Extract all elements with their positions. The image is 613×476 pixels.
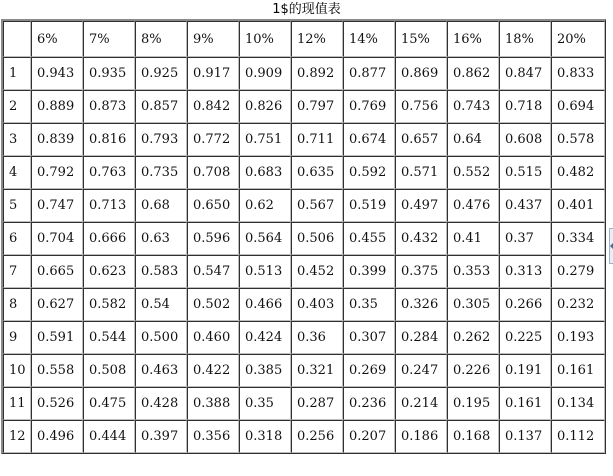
- value-cell: 0.269: [343, 354, 395, 387]
- header-row: [3, 21, 605, 57]
- value-cell: 0.713: [83, 189, 135, 222]
- value-cell: 0.375: [395, 255, 447, 288]
- value-cell: 0.36: [291, 321, 343, 354]
- value-cell: 0.674: [343, 123, 395, 156]
- value-cell: 0.112: [551, 420, 605, 453]
- period-cell: 6: [3, 222, 31, 255]
- value-cell: 0.515: [499, 156, 551, 189]
- value-cell: 0.35: [239, 387, 291, 420]
- value-cell: 0.583: [135, 255, 187, 288]
- value-cell: 0.578: [551, 123, 605, 156]
- value-cell: 0.266: [499, 288, 551, 321]
- value-cell: 0.623: [83, 255, 135, 288]
- rate-header-cell: 14%: [343, 21, 395, 57]
- rate-header-cell: 9%: [187, 21, 239, 57]
- value-cell: 0.37: [499, 222, 551, 255]
- value-cell: 0.305: [447, 288, 499, 321]
- value-cell: 0.444: [83, 420, 135, 453]
- value-cell: 0.466: [239, 288, 291, 321]
- value-cell: 0.353: [447, 255, 499, 288]
- value-cell: 0.909: [239, 57, 291, 90]
- value-cell: 0.943: [31, 57, 83, 90]
- value-cell: 0.35: [343, 288, 395, 321]
- value-cell: 0.168: [447, 420, 499, 453]
- value-cell: 0.460: [187, 321, 239, 354]
- value-cell: 0.793: [135, 123, 187, 156]
- table-row: [3, 321, 605, 354]
- value-cell: 0.596: [187, 222, 239, 255]
- value-cell: 0.186: [395, 420, 447, 453]
- table-row: [3, 255, 605, 288]
- value-cell: 0.68: [135, 189, 187, 222]
- value-cell: 0.552: [447, 156, 499, 189]
- value-cell: 0.769: [343, 90, 395, 123]
- value-cell: 0.137: [499, 420, 551, 453]
- value-cell: 0.657: [395, 123, 447, 156]
- value-cell: 0.704: [31, 222, 83, 255]
- rate-header-cell: 7%: [83, 21, 135, 57]
- value-cell: 0.475: [83, 387, 135, 420]
- value-cell: 0.432: [395, 222, 447, 255]
- value-cell: 0.191: [499, 354, 551, 387]
- value-cell: 0.751: [239, 123, 291, 156]
- value-cell: 0.225: [499, 321, 551, 354]
- value-cell: 0.735: [135, 156, 187, 189]
- value-cell: 0.935: [83, 57, 135, 90]
- value-cell: 0.463: [135, 354, 187, 387]
- value-cell: 0.718: [499, 90, 551, 123]
- table-row: [3, 57, 605, 90]
- value-cell: 0.683: [239, 156, 291, 189]
- value-cell: 0.747: [31, 189, 83, 222]
- value-cell: 0.287: [291, 387, 343, 420]
- value-cell: 0.567: [291, 189, 343, 222]
- value-cell: 0.839: [31, 123, 83, 156]
- value-cell: 0.502: [187, 288, 239, 321]
- period-cell: 5: [3, 189, 31, 222]
- value-cell: 0.256: [291, 420, 343, 453]
- value-cell: 0.195: [447, 387, 499, 420]
- value-cell: 0.711: [291, 123, 343, 156]
- value-cell: 0.873: [83, 90, 135, 123]
- period-cell: 2: [3, 90, 31, 123]
- value-cell: 0.356: [187, 420, 239, 453]
- value-cell: 0.207: [343, 420, 395, 453]
- value-cell: 0.925: [135, 57, 187, 90]
- value-cell: 0.763: [83, 156, 135, 189]
- value-cell: 0.650: [187, 189, 239, 222]
- value-cell: 0.877: [343, 57, 395, 90]
- value-cell: 0.547: [187, 255, 239, 288]
- table-row: [3, 156, 605, 189]
- value-cell: 0.326: [395, 288, 447, 321]
- value-cell: 0.161: [499, 387, 551, 420]
- value-cell: 0.917: [187, 57, 239, 90]
- table-title: 1$的现值表: [272, 2, 341, 17]
- table-row: [3, 354, 605, 387]
- value-cell: 0.506: [291, 222, 343, 255]
- rate-header-cell: 12%: [291, 21, 343, 57]
- value-cell: 0.247: [395, 354, 447, 387]
- value-cell: 0.792: [31, 156, 83, 189]
- table-row: [3, 123, 605, 156]
- period-cell: 3: [3, 123, 31, 156]
- value-cell: 0.63: [135, 222, 187, 255]
- scroll-handle-icon[interactable]: [609, 228, 613, 264]
- value-cell: 0.428: [135, 387, 187, 420]
- rate-header-cell: 15%: [395, 21, 447, 57]
- value-cell: 0.869: [395, 57, 447, 90]
- value-cell: 0.62: [239, 189, 291, 222]
- value-cell: 0.694: [551, 90, 605, 123]
- table-row: [3, 420, 605, 453]
- value-cell: 0.279: [551, 255, 605, 288]
- value-cell: 0.307: [343, 321, 395, 354]
- period-cell: 9: [3, 321, 31, 354]
- value-cell: 0.608: [499, 123, 551, 156]
- value-cell: 0.41: [447, 222, 499, 255]
- table-row: [3, 222, 605, 255]
- value-cell: 0.513: [239, 255, 291, 288]
- rate-header-cell: 18%: [499, 21, 551, 57]
- value-cell: 0.403: [291, 288, 343, 321]
- period-cell: 12: [3, 420, 31, 453]
- table-row: [3, 90, 605, 123]
- period-cell: 1: [3, 57, 31, 90]
- value-cell: 0.889: [31, 90, 83, 123]
- value-cell: 0.193: [551, 321, 605, 354]
- value-cell: 0.321: [291, 354, 343, 387]
- value-cell: 0.226: [447, 354, 499, 387]
- value-cell: 0.826: [239, 90, 291, 123]
- value-cell: 0.284: [395, 321, 447, 354]
- value-cell: 0.236: [343, 387, 395, 420]
- value-cell: 0.743: [447, 90, 499, 123]
- value-cell: 0.544: [83, 321, 135, 354]
- value-cell: 0.401: [551, 189, 605, 222]
- value-cell: 0.388: [187, 387, 239, 420]
- period-cell: 10: [3, 354, 31, 387]
- value-cell: 0.64: [447, 123, 499, 156]
- value-cell: 0.857: [135, 90, 187, 123]
- value-cell: 0.847: [499, 57, 551, 90]
- value-cell: 0.564: [239, 222, 291, 255]
- value-cell: 0.397: [135, 420, 187, 453]
- value-cell: 0.508: [83, 354, 135, 387]
- value-cell: 0.496: [31, 420, 83, 453]
- value-cell: 0.452: [291, 255, 343, 288]
- value-cell: 0.558: [31, 354, 83, 387]
- value-cell: 0.862: [447, 57, 499, 90]
- value-cell: 0.708: [187, 156, 239, 189]
- value-cell: 0.797: [291, 90, 343, 123]
- value-cell: 0.232: [551, 288, 605, 321]
- value-cell: 0.161: [551, 354, 605, 387]
- value-cell: 0.318: [239, 420, 291, 453]
- value-cell: 0.833: [551, 57, 605, 90]
- value-cell: 0.756: [395, 90, 447, 123]
- period-cell: 4: [3, 156, 31, 189]
- table-row: [3, 387, 605, 420]
- table-body: [3, 21, 605, 453]
- period-cell: 8: [3, 288, 31, 321]
- value-cell: 0.582: [83, 288, 135, 321]
- value-cell: 0.399: [343, 255, 395, 288]
- value-cell: 0.134: [551, 387, 605, 420]
- value-cell: 0.424: [239, 321, 291, 354]
- value-cell: 0.571: [395, 156, 447, 189]
- period-cell: 7: [3, 255, 31, 288]
- value-cell: 0.500: [135, 321, 187, 354]
- value-cell: 0.313: [499, 255, 551, 288]
- value-cell: 0.214: [395, 387, 447, 420]
- value-cell: 0.666: [83, 222, 135, 255]
- value-cell: 0.262: [447, 321, 499, 354]
- value-cell: 0.635: [291, 156, 343, 189]
- value-cell: 0.526: [31, 387, 83, 420]
- present-value-table: [1, 19, 606, 454]
- value-cell: 0.892: [291, 57, 343, 90]
- value-cell: 0.772: [187, 123, 239, 156]
- value-cell: 0.842: [187, 90, 239, 123]
- value-cell: 0.422: [187, 354, 239, 387]
- value-cell: 0.627: [31, 288, 83, 321]
- value-cell: 0.665: [31, 255, 83, 288]
- rate-header-cell: 8%: [135, 21, 187, 57]
- value-cell: 0.592: [343, 156, 395, 189]
- value-cell: 0.482: [551, 156, 605, 189]
- value-cell: 0.591: [31, 321, 83, 354]
- corner-cell: [3, 21, 31, 57]
- value-cell: 0.437: [499, 189, 551, 222]
- table-row: [3, 189, 605, 222]
- value-cell: 0.334: [551, 222, 605, 255]
- value-cell: 0.54: [135, 288, 187, 321]
- rate-header-cell: 6%: [31, 21, 83, 57]
- value-cell: 0.519: [343, 189, 395, 222]
- period-cell: 11: [3, 387, 31, 420]
- rate-header-cell: 10%: [239, 21, 291, 57]
- rate-header-cell: 16%: [447, 21, 499, 57]
- value-cell: 0.497: [395, 189, 447, 222]
- value-cell: 0.816: [83, 123, 135, 156]
- rate-header-cell: 20%: [551, 21, 605, 57]
- value-cell: 0.455: [343, 222, 395, 255]
- value-cell: 0.476: [447, 189, 499, 222]
- value-cell: 0.385: [239, 354, 291, 387]
- table-row: [3, 288, 605, 321]
